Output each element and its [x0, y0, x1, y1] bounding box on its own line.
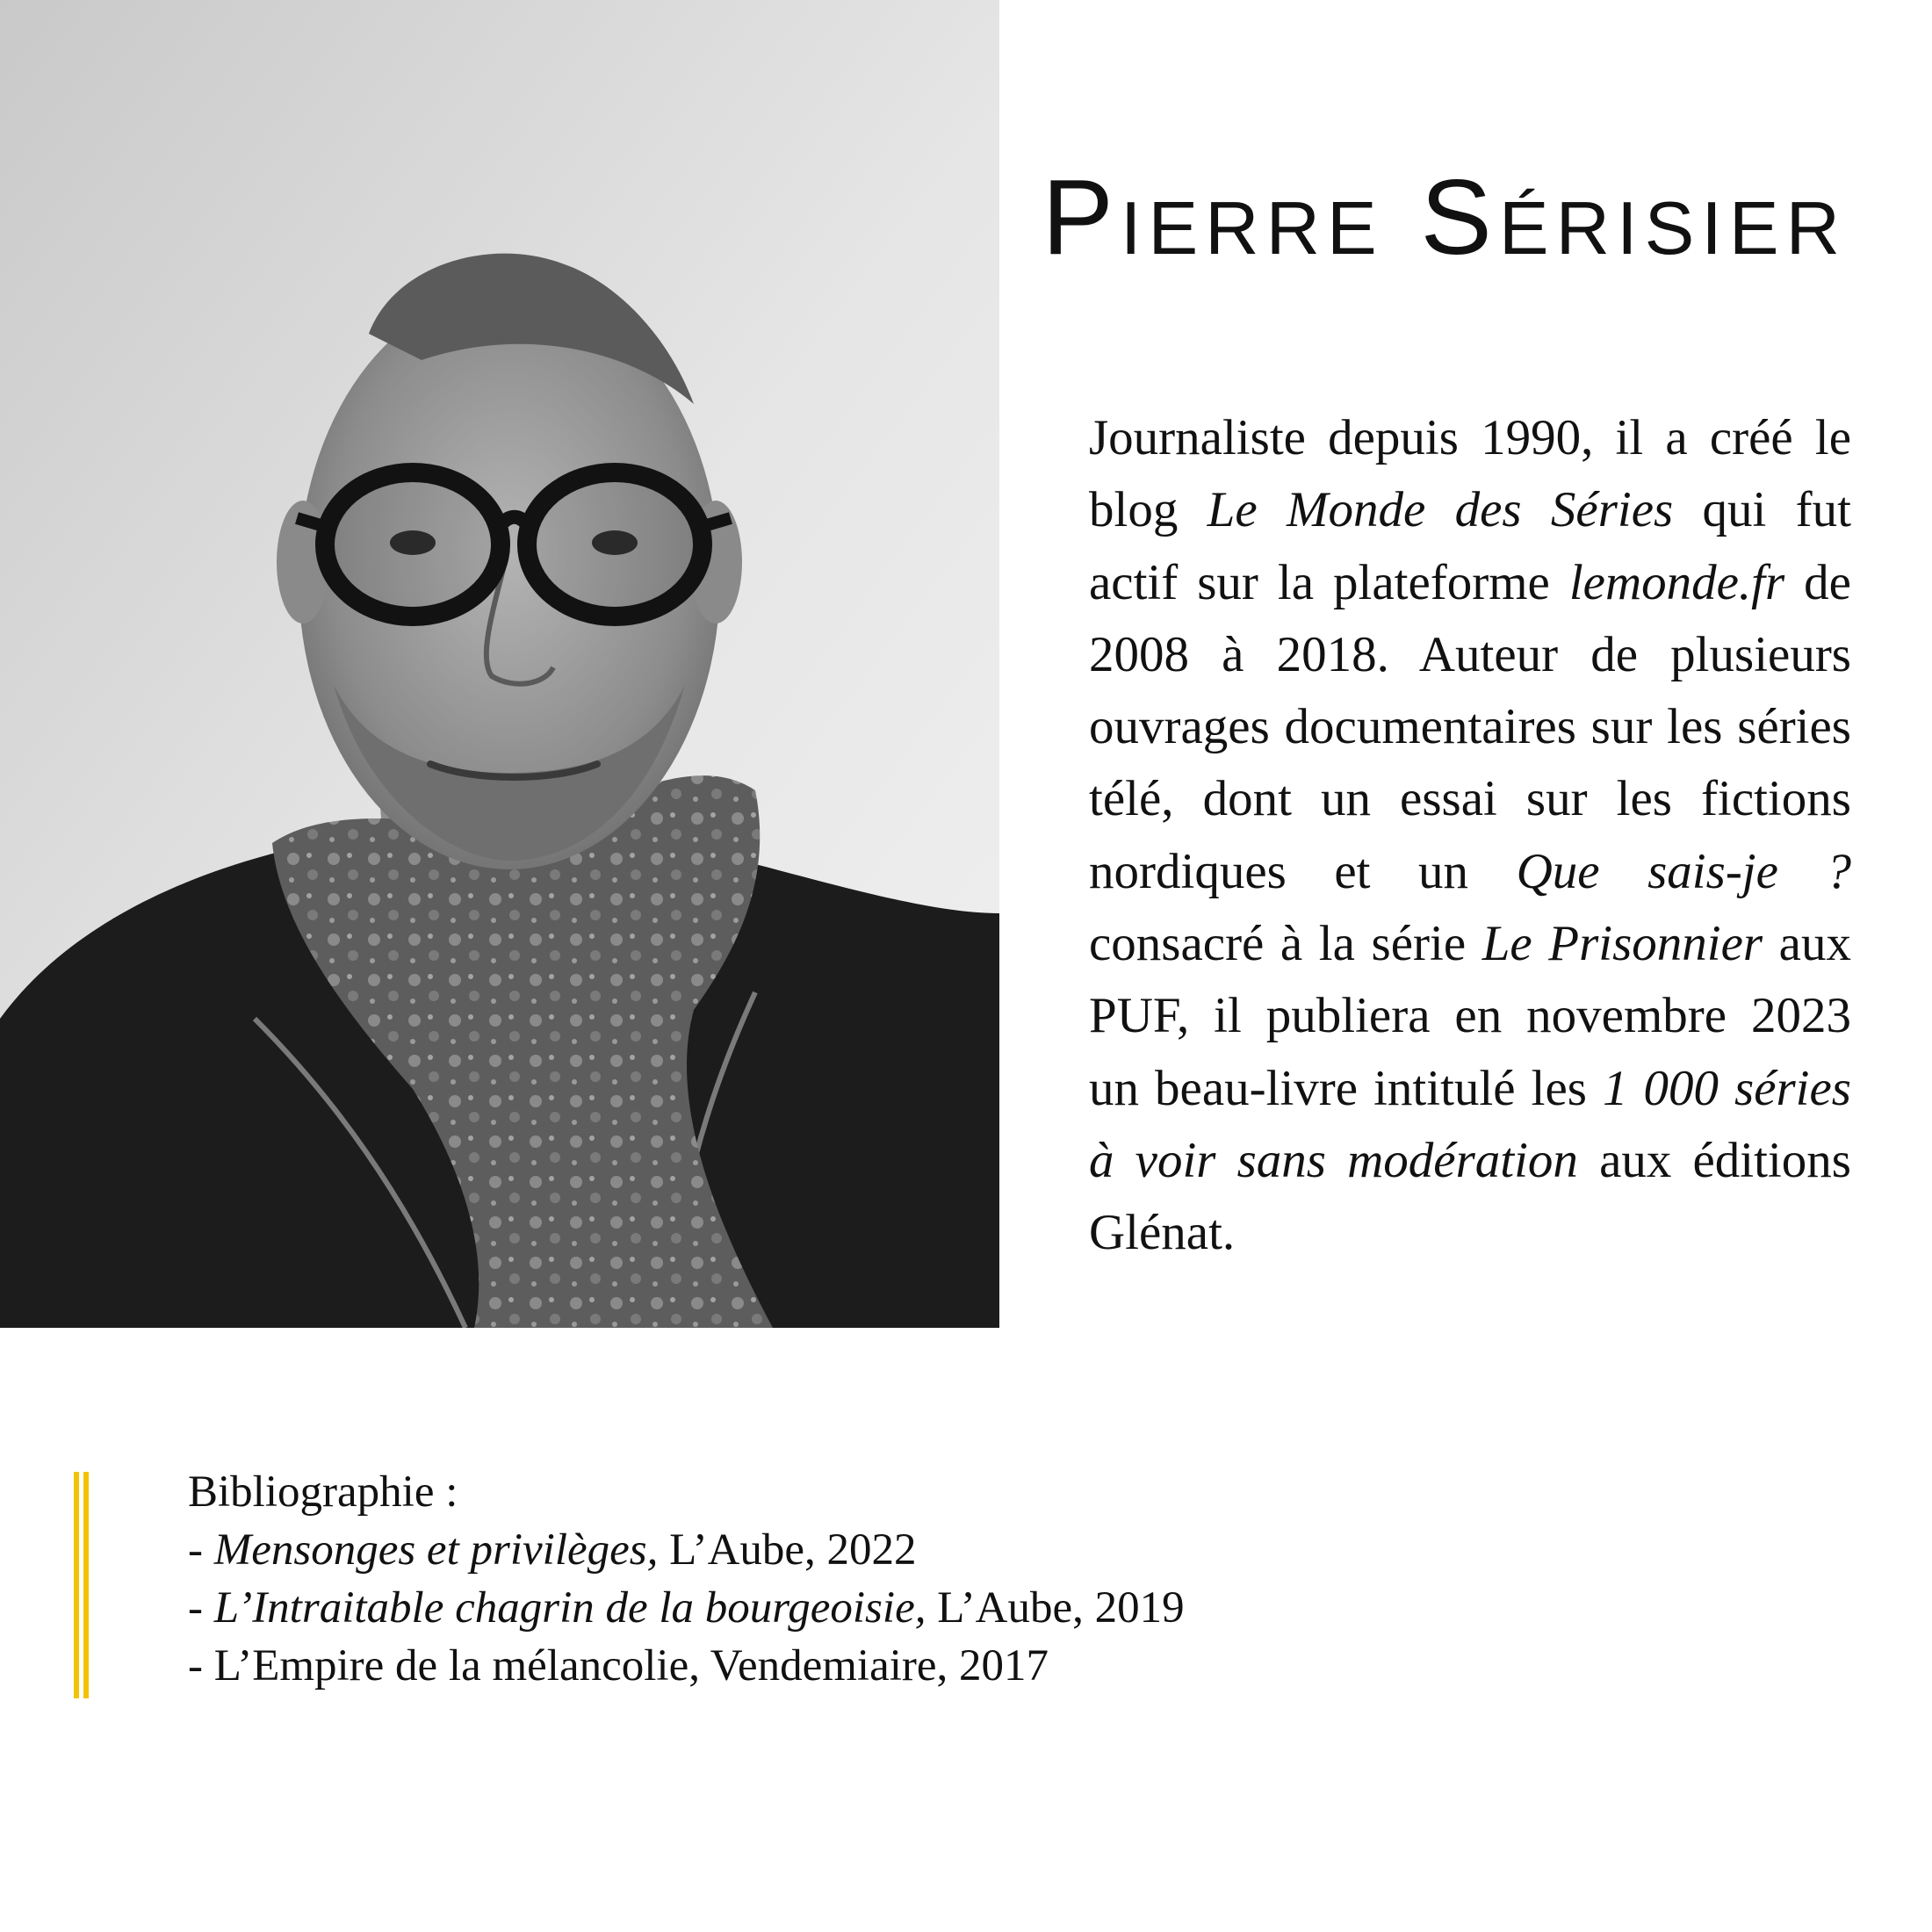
accent-line [83, 1472, 89, 1698]
bio-text: consacré à la série [1089, 916, 1482, 972]
bio-series: Le Prisonnier [1481, 916, 1763, 972]
entry-title: Mensonges et privilèges, [213, 1525, 659, 1575]
author-name: Pierre Sérisier [1042, 157, 1847, 277]
entry-dash: - [188, 1641, 214, 1690]
bio-blog-title: Le Monde des Séries [1207, 482, 1674, 538]
bio-text: Journaliste depuis 1990, il a créé le blog [1089, 410, 1851, 538]
entry-dash: - [188, 1583, 214, 1633]
bio-text: de 2008 à 2018. Auteur de plusieurs ouvrages documentaires sur les séries télé, dont un essai sur les fictions nordiques et un [1089, 554, 1851, 899]
bio-text: aux éditions Glénat. [1089, 1132, 1851, 1261]
bibliography-entry [188, 1579, 1185, 1637]
bio-collection: Que sais-je ? [1516, 843, 1852, 899]
entry-details: L’Empire de la mélancolie, Vendemiaire, 2017 [213, 1641, 1049, 1690]
accent-line [74, 1472, 79, 1698]
entry-dash: - [188, 1525, 214, 1575]
author-portrait [0, 0, 999, 1328]
entry-title: L’Intraitable chagrin de la bourgeoisie, [213, 1583, 926, 1633]
bibliography-entry [188, 1521, 1185, 1579]
bibliography-heading: Bibliographie : [188, 1467, 458, 1517]
bio-text: aux PUF, il publiera en novembre 2023 un beau-livre intitulé les [1089, 916, 1851, 1116]
entry-details: L’Aube, 2022 [658, 1525, 917, 1575]
bibliography-accent-bar [74, 1472, 90, 1698]
bio-platform: lemonde.fr [1568, 554, 1785, 610]
bio-text: qui fut actif sur la plateforme [1089, 482, 1852, 610]
portrait-photo-icon [0, 0, 999, 1328]
bibliography-entry [188, 1637, 1185, 1695]
entry-details: L’Aube, 2019 [926, 1583, 1185, 1633]
author-bio [1089, 402, 1851, 1270]
bio-book: 1 000 séries à voir sans modération [1089, 1060, 1851, 1188]
bibliography [188, 1463, 1185, 1695]
